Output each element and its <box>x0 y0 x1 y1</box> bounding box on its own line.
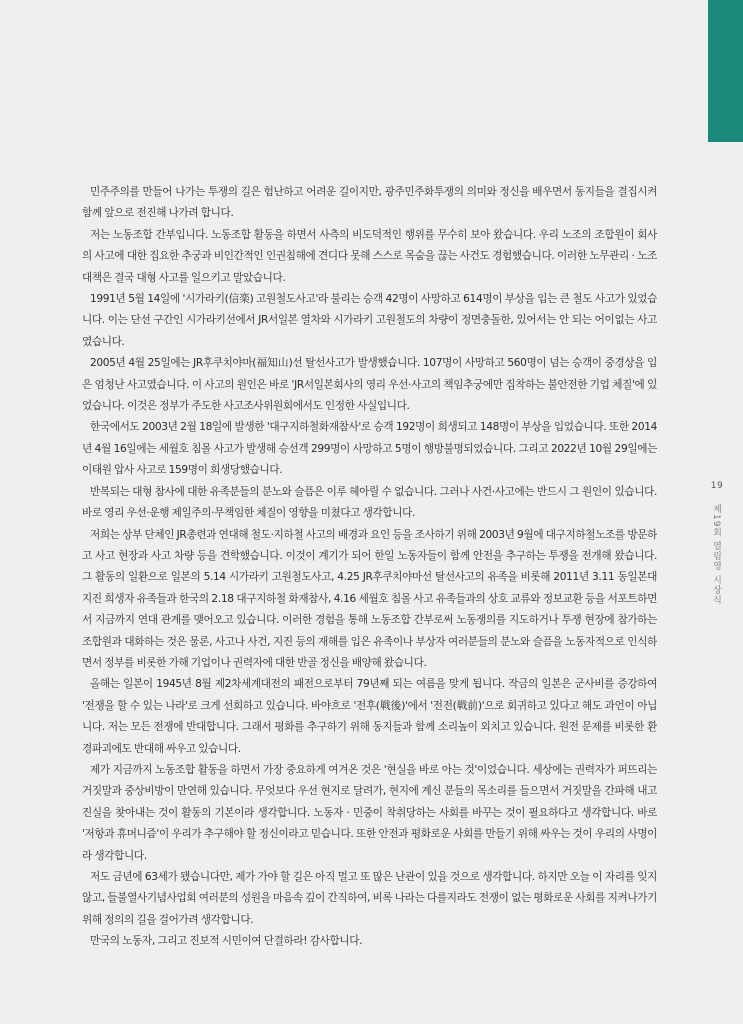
page-number: 19 <box>710 481 724 491</box>
paragraph: 제가 지금까지 노동조합 활동을 하면서 가장 중요하게 여겨온 것은 '현실을 바로 아는 것'이었습니다. 세상에는 권력자가 퍼뜨리는 거짓말과 중상비방이 만연해 있습니다. 무엇보다 우선 현지로 달려가, 현지에 계신 분들의 목소리를 들으면서 거짓말을 간파해 내고 진실을 찾아내는 것이 활동의 기본이라 생각합니다. 노동자 · 민중이 착취당하는 사회를 바꾸는 것이 필요하다고 생각합니다. 바로 '저항과 휴머니즘'이 우리가 추구해야 할 정신이라고 믿습니다. 또한 안전과 평화로운 사회를 만들기 위해 싸우는 것이 우리의 사명이라 생각합니다. <box>82 763 657 862</box>
paragraph: 저도 금년에 63세가 됐습니다만, 제가 가야 할 길은 아직 멀고 또 많은 난관이 있을 것으로 생각합니다. 하지만 오늘 이 자리를 잊지 않고, 들불열사기념사업회 여러분의 성원을 마음속 깊이 간직하여, 비록 나라는 다를지라도 전쟁이 없는 평화로운 사회를 지켜나가기 위해 정의의 길을 걸어가려 생각합니다. <box>82 871 657 926</box>
paragraph: 민주주의를 만들어 나가는 투쟁의 길은 험난하고 어려운 길이지만, 광주민주화투쟁의 의미와 정신을 배우면서 동지들을 결집시켜 함께 앞으로 전진해 나가려 합니다. <box>82 186 657 220</box>
paragraph: 올해는 일본이 1945년 8월 제2차세계대전의 패전으로부터 79년째 되는 여름을 맞게 됩니다. 작금의 일본은 군사비를 증강하여 '전쟁을 할 수 있는 나라'로 크게 선회하고 있습니다. 바야흐로 '전후(戦後)'에서 '전전(戦前)'으로 회귀하고 있다고 해도 과언이 아닙니다. 저는 모든 전쟁에 반대합니다. 그래서 평화를 추구하기 위해 동지들과 함께 소리높이 외치고 있습니다. 원전 문제를 비롯한 환경파괴에도 반대해 싸우고 있습니다. <box>82 678 657 755</box>
side-caption: 제19회 열림영 시상식 <box>711 504 721 606</box>
paragraph: 2005년 4월 25일에는 JR후쿠치야마(福知山)선 탈선사고가 발생했습니다. 107명이 사망하고 560명이 넘는 승객이 중경상을 입은 엄청난 사고였습니다. 이 사고의 원인은 바로 'JR서일본회사의 영리 우선·사고의 책임추궁에만 집착하는 불안전한 기업 체질'에 있었습니다. 이것은 정부가 주도한 사고조사위원회에서도 인정한 사실입니다. <box>82 357 657 413</box>
paragraph: 저는 노동조합 간부입니다. 노동조합 활동을 하면서 사측의 비도덕적인 행위를 무수히 보아 왔습니다. 우리 노조의 조합원이 회사의 사고에 대한 집요한 추궁과 비인간적인 인권침해에 견디다 못해 스스로 목숨을 끊는 사건도 경험했습니다. 이러한 노무관리 · 노조 대책은 결국 대형 사고를 일으키고 말았습니다. <box>82 228 657 284</box>
speech-body <box>82 182 657 953</box>
paragraph: 반복되는 대형 참사에 대한 유족분들의 분노와 슬픔은 이루 헤아릴 수 없습니다. 그러나 사건·사고에는 반드시 그 원인이 있습니다. 바로 영리 우선·운행 제일주의·무책임한 체질이 영향을 미쳤다고 생각합니다. <box>82 485 657 520</box>
paragraph: 1991년 5월 14일에 '시가라키(信楽) 고원철도사고'라 불리는 승객 42명이 사망하고 614명이 부상을 입는 큰 철도 사고가 있었습니다. 이는 단선 구간인 시가라키선에서 JR서일본 열차와 시가라키 고원철도의 차량이 정면충돌한, 있어서는 안 되는 어이없는 사고였습니다. <box>82 293 657 348</box>
accent-bar <box>708 0 743 142</box>
paragraph: 한국에서도 2003년 2월 18일에 발생한 '대구지하철화재참사'로 승객 192명이 희생되고 148명이 부상을 입었습니다. 또한 2014년 4월 16일에는 세월호 침몰 사고가 발생해 승선객 299명이 사망하고 5명이 행방불명되었습니다. 그리고 2022년 10월 29일에는 이태원 압사 사고로 159명이 희생당했습니다. <box>82 421 657 477</box>
paragraph: 저희는 상부 단체인 JR총련과 연대해 철도·지하철 사고의 배경과 요인 등을 조사하기 위해 2003년 9월에 대구지하철노조를 방문하고 사고 현장과 사고 차량 등을 견학했습니다. 이것이 계기가 되어 한일 노동자들이 함께 안전을 추구하는 투쟁을 전개해 왔습니다. 그 활동의 일환으로 일본의 5.14 시가라키 고원철도사고, 4.25 JR후쿠치야마선 탈선사고의 유족을 비롯해 2011년 3.11 동일본대지진 희생자 유족들과 한국의 2.18 대구지하철 화재참사, 4.16 세월호 침몰 사고 유족들과의 상호 교류와 정보교환 등을 서포트하면서 지금까지 연대 관계를 맺어오고 있습니다. 이러한 경험을 통해 노동조합 간부로써 노동쟁의를 지도하거나 투쟁 현장에 참가하는 조합원과 대화하는 것은 물론, 사고나 사건, 지진 등의 재해를 입은 유족이나 부상자 여러분들의 분노와 슬픔을 노동자적으로 인식하면서 정부를 비롯한 가해 기업이나 권력자에 대한 반골 정신을 배양해 왔습니다. <box>82 528 657 669</box>
paragraph: 만국의 노동자, 그리고 진보적 시민이여 단결하라! 감사합니다. <box>90 935 363 948</box>
